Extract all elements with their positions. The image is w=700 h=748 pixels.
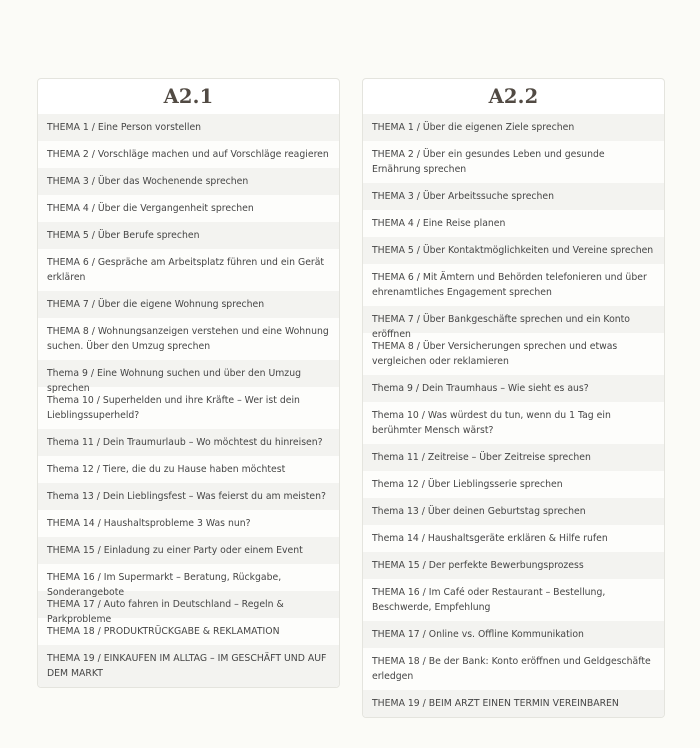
topic-item[interactable]: THEMA 2 / Über ein gesundes Leben und gesunde Ernährung sprechen — [363, 141, 664, 183]
topic-item[interactable]: THEMA 19 / EINKAUFEN IM ALLTAG – IM GESCHÄFT UND AUF DEM MARKT — [38, 645, 339, 687]
topic-item[interactable]: THEMA 8 / Wohnungsanzeigen verstehen und eine Wohnung suchen. Über den Umzug sprechen — [38, 318, 339, 360]
topic-item[interactable]: THEMA 5 / Über Kontaktmöglichkeiten und Vereine sprechen — [363, 237, 664, 264]
topic-item[interactable]: THEMA 5 / Über Berufe sprechen — [38, 222, 339, 249]
topic-item[interactable]: THEMA 18 / PRODUKTRÜCKGABE & REKLAMATION — [38, 618, 339, 645]
topic-item[interactable]: Thema 13 / Dein Lieblingsfest – Was feierst du am meisten? — [38, 483, 339, 510]
topic-item[interactable]: Thema 9 / Eine Wohnung suchen und über den Umzug sprechen — [38, 360, 339, 387]
topic-item[interactable]: Thema 11 / Dein Traumurlaub – Wo möchtest du hinreisen? — [38, 429, 339, 456]
topic-item[interactable]: THEMA 7 / Über die eigene Wohnung sprechen — [38, 291, 339, 318]
topic-item[interactable]: Thema 14 / Haushaltsgeräte erklären & Hilfe rufen — [363, 525, 664, 552]
card-title: A2.1 — [163, 85, 214, 108]
topic-list — [363, 114, 664, 717]
topic-item[interactable]: THEMA 3 / Über Arbeitssuche sprechen — [363, 183, 664, 210]
topic-item[interactable]: Thema 12 / Über Lieblingsserie sprechen — [363, 471, 664, 498]
topic-item[interactable]: THEMA 14 / Haushaltsprobleme 3 Was nun? — [38, 510, 339, 537]
topic-item[interactable]: THEMA 1 / Eine Person vorstellen — [38, 114, 339, 141]
topic-item[interactable]: THEMA 15 / Der perfekte Bewerbungsprozess — [363, 552, 664, 579]
topic-item[interactable]: THEMA 16 / Im Supermarkt – Beratung, Rückgabe, Sonderangebote — [38, 564, 339, 591]
topic-item[interactable]: THEMA 8 / Über Versicherungen sprechen und etwas vergleichen oder reklamieren — [363, 333, 664, 375]
topic-item[interactable]: THEMA 3 / Über das Wochenende sprechen — [38, 168, 339, 195]
card-title: A2.2 — [488, 85, 539, 108]
topic-item[interactable]: THEMA 1 / Über die eigenen Ziele sprechen — [363, 114, 664, 141]
topic-item[interactable]: THEMA 7 / Über Bankgeschäfte sprechen und ein Konto eröffnen — [363, 306, 664, 333]
topic-item[interactable]: THEMA 4 / Über die Vergangenheit sprechen — [38, 195, 339, 222]
topic-item[interactable]: THEMA 19 / BEIM ARZT EINEN TERMIN VEREINBAREN — [363, 690, 664, 717]
topic-item[interactable]: THEMA 18 / Be der Bank: Konto eröffnen und Geldgeschäfte erledgen — [363, 648, 664, 690]
level-card-a2-2 — [362, 78, 665, 718]
topic-item[interactable]: THEMA 2 / Vorschläge machen und auf Vorschläge reagieren — [38, 141, 339, 168]
topic-item[interactable]: Thema 11 / Zeitreise – Über Zeitreise sprechen — [363, 444, 664, 471]
topic-item[interactable]: Thema 12 / Tiere, die du zu Hause haben möchtest — [38, 456, 339, 483]
topic-list — [38, 114, 339, 687]
topic-item[interactable]: THEMA 17 / Auto fahren in Deutschland – Regeln & Parkprobleme — [38, 591, 339, 618]
topic-item[interactable]: Thema 10 / Was würdest du tun, wenn du 1 Tag ein berühmter Mensch wärst? — [363, 402, 664, 444]
topic-item[interactable]: THEMA 6 / Mit Ämtern und Behörden telefonieren und über ehrenamtliches Engagement sprechen — [363, 264, 664, 306]
topic-item[interactable]: Thema 10 / Superhelden und ihre Kräfte – Wer ist dein Lieblingssuperheld? — [38, 387, 339, 429]
topic-item[interactable]: Thema 13 / Über deinen Geburtstag sprechen — [363, 498, 664, 525]
topic-item[interactable]: Thema 9 / Dein Traumhaus – Wie sieht es aus? — [363, 375, 664, 402]
topic-item[interactable]: THEMA 17 / Online vs. Offline Kommunikation — [363, 621, 664, 648]
topic-item[interactable]: THEMA 6 / Gespräche am Arbeitsplatz führen und ein Gerät erklären — [38, 249, 339, 291]
topic-item[interactable]: THEMA 15 / Einladung zu einer Party oder einem Event — [38, 537, 339, 564]
topic-item[interactable]: THEMA 16 / Im Café oder Restaurant – Bestellung, Beschwerde, Empfehlung — [363, 579, 664, 621]
topic-item[interactable]: THEMA 4 / Eine Reise planen — [363, 210, 664, 237]
level-card-a2-1 — [37, 78, 340, 688]
